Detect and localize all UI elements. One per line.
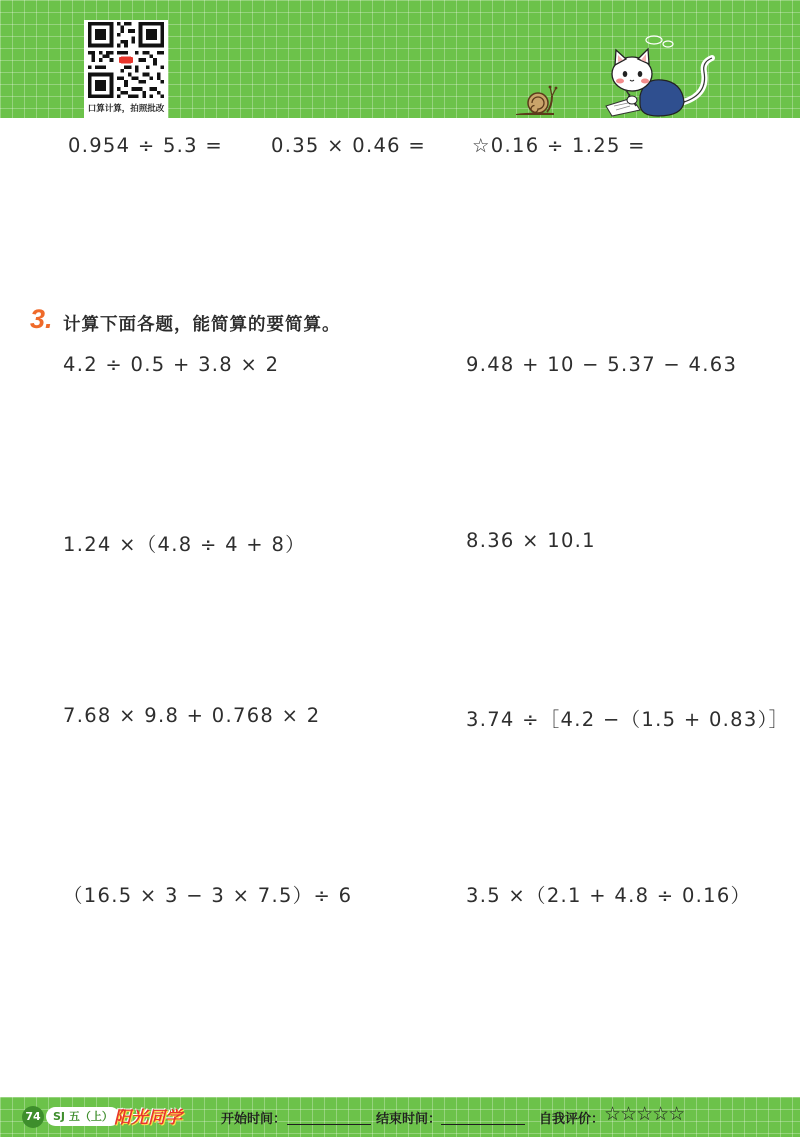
page-number: 74: [22, 1106, 44, 1128]
problem-3: 1.24 ×（4.8 ÷ 4 + 8）: [63, 533, 306, 556]
problem-1: 4.2 ÷ 0.5 + 3.8 × 2: [63, 353, 280, 376]
problem-5: 7.68 × 9.8 + 0.768 × 2: [63, 704, 321, 727]
problem-4: 8.36 × 10.1: [466, 529, 596, 552]
start-time-label: 开始时间：: [221, 1112, 287, 1127]
top-row-problem-3: ☆0.16 ÷ 1.25 =: [472, 134, 646, 157]
problem-2: 9.48 + 10 − 5.37 − 4.63: [466, 353, 738, 376]
top-row-problem-1: 0.954 ÷ 5.3 =: [68, 134, 224, 157]
section-title: 计算下面各题，能简算的要简算。: [63, 315, 341, 335]
header-banner: [0, 0, 800, 118]
problem-6: 3.74 ÷［4.2 −（1.5 + 0.83）］: [466, 708, 790, 731]
section-number: 3.: [30, 304, 53, 334]
grade-badge: SJ 五（上）: [46, 1107, 120, 1126]
cat-writing-illustration-icon: [596, 34, 720, 118]
page-bottom-margin: [0, 1137, 800, 1147]
problem-8: 3.5 ×（2.1 + 4.8 ÷ 0.16）: [466, 884, 752, 907]
start-time-field[interactable]: [287, 1124, 371, 1125]
top-row-problem-2: 0.35 × 0.46 =: [271, 134, 427, 157]
qr-code-icon: [88, 22, 164, 98]
brand-logo: 阳光同学: [114, 1108, 182, 1128]
qr-caption: 口算计算，拍照批改: [87, 104, 165, 114]
snail-illustration-icon: [514, 82, 560, 116]
rating-stars[interactable]: ☆☆☆☆☆: [604, 1103, 685, 1125]
end-time-label: 结束时间：: [376, 1112, 442, 1127]
qr-code-panel[interactable]: [84, 20, 168, 118]
footer-bar: [0, 1097, 800, 1137]
end-time-field[interactable]: [441, 1124, 525, 1125]
problem-7: （16.5 × 3 − 3 × 7.5）÷ 6: [63, 884, 353, 907]
self-eval-label: 自我评价：: [539, 1112, 605, 1127]
